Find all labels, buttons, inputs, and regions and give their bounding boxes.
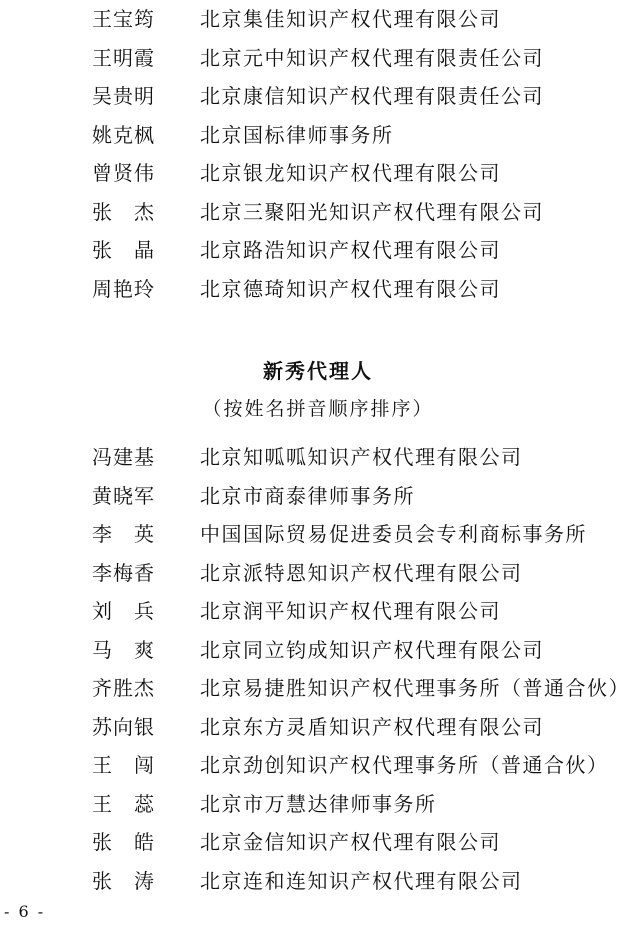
agent-name: 齐胜杰 <box>92 676 155 700</box>
list-item <box>0 631 636 670</box>
agent-organization: 北京劲创知识产权代理事务所（普通合伙） <box>200 753 609 777</box>
agent-name: 刘 兵 <box>92 599 155 623</box>
agent-organization: 北京派特恩知识产权代理有限公司 <box>200 560 523 585</box>
agent-organization: 北京市万慧达律师事务所 <box>200 791 437 816</box>
agent-name: 王 蕊 <box>92 791 155 816</box>
list-item <box>0 515 636 554</box>
agent-name: 王明霞 <box>92 45 155 70</box>
agent-organization: 北京知呱呱知识产权代理有限公司 <box>200 445 523 469</box>
top-agent-list <box>0 0 636 308</box>
rookie-agent-list <box>0 438 636 900</box>
agent-organization: 北京市商泰律师事务所 <box>200 483 415 508</box>
agent-organization: 北京康信知识产权代理有限责任公司 <box>200 84 544 108</box>
list-item <box>0 231 636 270</box>
list-item <box>0 746 636 785</box>
agent-name: 张 晶 <box>92 238 155 262</box>
agent-name: 苏向银 <box>92 714 155 739</box>
agent-name: 张 杰 <box>92 199 155 224</box>
agent-name: 马 爽 <box>92 637 155 662</box>
agent-organization: 北京元中知识产权代理有限责任公司 <box>200 45 544 70</box>
agent-name: 吴贵明 <box>92 84 155 108</box>
list-item <box>0 77 636 116</box>
agent-organization: 北京银龙知识产权代理有限公司 <box>200 161 501 185</box>
agent-name: 姚克枫 <box>92 122 155 147</box>
agent-organization: 北京东方灵盾知识产权代理有限公司 <box>200 714 544 739</box>
agent-name: 冯建基 <box>92 445 155 469</box>
section-title: 新秀代理人 <box>263 359 373 383</box>
agent-organization: 北京润平知识产权代理有限公司 <box>200 599 501 623</box>
agent-organization: 北京金信知识产权代理有限公司 <box>200 830 501 854</box>
agent-name: 李梅香 <box>92 560 155 585</box>
agent-organization: 北京易捷胜知识产权代理事务所（普通合伙） <box>200 676 630 700</box>
list-item <box>0 554 636 593</box>
list-item <box>0 592 636 631</box>
agent-organization: 北京国标律师事务所 <box>200 122 394 147</box>
list-item <box>0 39 636 78</box>
agent-organization: 中国国际贸易促进委员会专利商标事务所 <box>200 522 587 546</box>
list-item <box>0 0 636 39</box>
page-number: - 6 - <box>4 902 46 921</box>
list-item <box>0 270 636 309</box>
agent-name: 张 涛 <box>92 868 155 893</box>
list-item <box>0 116 636 155</box>
agent-name: 李 英 <box>92 522 155 546</box>
agent-organization: 北京德琦知识产权代理有限公司 <box>200 276 501 301</box>
agent-organization: 北京三聚阳光知识产权代理有限公司 <box>200 199 544 224</box>
agent-name: 王 闯 <box>92 753 155 777</box>
list-item <box>0 193 636 232</box>
agent-name: 曾贤伟 <box>92 161 155 185</box>
section-subtitle: （按姓名拼音顺序排序） <box>202 398 434 420</box>
agent-name: 黄晓军 <box>92 483 155 508</box>
agent-organization: 北京集佳知识产权代理有限公司 <box>200 7 501 31</box>
agent-organization: 北京连和连知识产权代理有限公司 <box>200 868 523 893</box>
list-item <box>0 438 636 477</box>
agent-organization: 北京路浩知识产权代理有限公司 <box>200 238 501 262</box>
list-item <box>0 477 636 516</box>
list-item <box>0 785 636 824</box>
list-item <box>0 669 636 708</box>
list-item <box>0 823 636 862</box>
agent-organization: 北京同立钧成知识产权代理有限公司 <box>200 637 544 662</box>
list-item <box>0 862 636 901</box>
agent-name: 张 皓 <box>92 830 155 854</box>
agent-name: 周艳玲 <box>92 276 155 301</box>
agent-name: 王宝筠 <box>92 7 155 31</box>
list-item <box>0 154 636 193</box>
list-item <box>0 708 636 747</box>
